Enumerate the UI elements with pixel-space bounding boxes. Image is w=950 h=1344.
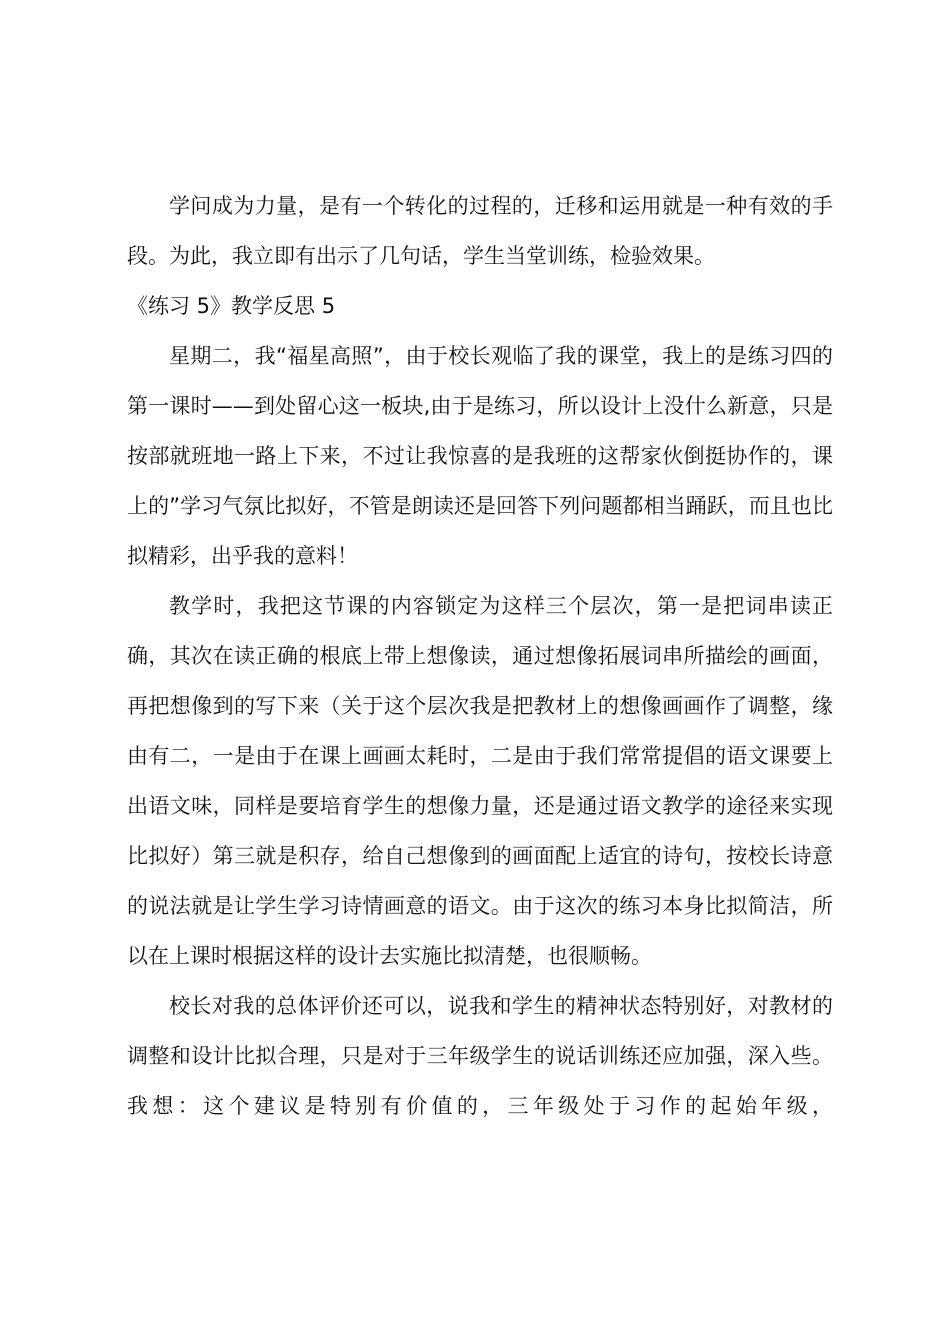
body-paragraph: 学问成为力量，是有一个转化的过程的，迁移和运用就是一种有效的手段。为此，我立即有出示了几句话，学生当堂训练，检验效果。 [127,194,833,268]
body-paragraph: 校长对我的总体评价还可以，说我和学生的精神状态特别好，对教材的调整和设计比拟合理，只是对于三年级学生的说话训练还应加强，深入些。我想：这个建议是特别有价值的，三年级处于习作的起始年级， [127,994,833,1118]
document-page [127,181,833,1131]
body-paragraph: 星期二，我“福星高照”，由于校长观临了我的课堂，我上的是练习四的第一课时——到处留心这一板块,由于是练习，所以设计上没什么新意，只是按部就班地一路上下来，不过让我惊喜的是我班的这帮家伙倒挺协作的，课上的”学习气氛比拟好，不管是朗读还是回答下列问题都相当踊跃，而且也比拟精彩，出乎我的意料！ [127,344,833,568]
body-paragraph: 教学时，我把这节课的内容锁定为这样三个层次，第一是把词串读正确，其次在读正确的根底上带上想像读，通过想像拓展词串所描绘的画面，再把想像到的写下来（关于这个层次我是把教材上的想像画画作了调整，缘由有二，一是由于在课上画画太耗时，二是由于我们常常提倡的语文课要上出语文味，同样是要培育学生的想像力量，还是通过语文教学的途径来实现比拟好）第三就是积存，给自己想像到的画面配上适宜的诗句，按校长诗意的说法就是让学生学习诗情画意的语文。由于这次的练习本身比拟简洁，所以在上课时根据这样的设计去实施比拟清楚，也很顺畅。 [127,594,833,968]
section-heading: 《练习 5》教学反思 5 [127,294,336,318]
